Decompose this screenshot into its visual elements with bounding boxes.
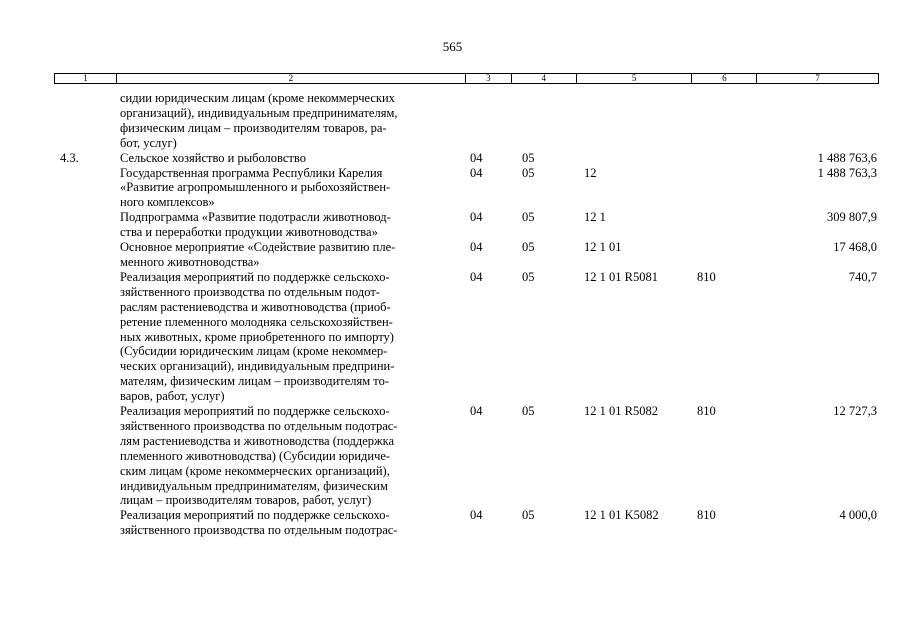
row-name-line: зяйственного производства по отдельным подотрас- [120,418,398,433]
row-name-line: Реализация мероприятий по поддержке сельскохо- [120,404,390,419]
header-col-7: 7 [815,73,820,83]
row-section: 04 [470,165,483,180]
table-header [54,73,879,84]
row-expense-type: 810 [697,269,716,284]
row-name-line: (Субсидии юридическим лицам (кроме некоммер- [120,344,388,359]
header-col-6: 6 [692,74,757,83]
table-row [54,210,879,240]
row-name-line: «Развитие агропромышленного и рыбохозяйствен- [120,180,391,195]
row-section: 04 [470,508,483,523]
row-name-line: ных животных, кроме приобретенного по импорту) [120,329,394,344]
row-name-line: бот, услуг) [120,135,177,150]
row-name [116,151,466,166]
row-amount: 17 468,0 [833,240,877,255]
row-subsection: 05 [522,165,535,180]
row-name-line: менного животноводства» [120,254,260,269]
row-name-line: Подпрограмма «Развитие подотрасли животновод- [120,210,391,225]
row-amount: 12 727,3 [833,404,877,419]
row-name-line: племенного животноводства) (Субсидии юридиче- [120,448,391,463]
row-name-line: организаций), индивидуальным предпринимателям, [120,105,398,120]
row-name [116,240,466,270]
row-target-article: 12 1 [584,210,606,225]
row-target-article: 12 1 01 R5081 [584,269,658,284]
header-col-4: 4 [512,74,577,83]
row-amount: 309 807,9 [827,210,877,225]
row-name-line: лицам – производителям товаров, работ, услуг) [120,493,372,508]
row-target-article: 12 1 01 [584,240,622,255]
table-body [54,91,879,538]
row-name-line: варов, работ, услуг) [120,389,225,404]
table-row [54,270,879,404]
row-name-line: Сельское хозяйство и рыболовство [120,150,306,165]
row-amount: 740,7 [848,269,877,284]
row-subsection: 05 [522,150,535,165]
row-name [116,210,466,240]
row-name-line: индивидуальным предпринимателям, физическим [120,478,388,493]
row-section: 04 [470,240,483,255]
row-name-line: Основное мероприятие «Содействие развитию пле- [120,240,396,255]
row-name [116,270,466,404]
row-name-line: зяйственного производства по отдельным подотрас- [120,523,398,538]
row-subsection: 05 [522,508,535,523]
row-name-line: зяйственного производства по отдельным подот- [120,284,380,299]
row-expense-type: 810 [697,508,716,523]
header-col-2: 2 [117,74,466,83]
row-name [116,508,466,538]
table-row [54,240,879,270]
row-amount: 1 488 763,3 [817,165,877,180]
row-name-line: сидии юридическим лицам (кроме некоммерческих [120,91,395,105]
table-row [54,151,879,166]
row-section: 04 [470,210,483,225]
row-target-article: 12 1 01 K5082 [584,508,659,523]
row-number: 4.3. [60,150,79,165]
row-name-line: ретение племенного молодняка сельскохозяйствен- [120,314,393,329]
row-subsection: 05 [522,269,535,284]
row-name-line: Реализация мероприятий по поддержке сельскохо- [120,269,390,284]
row-name-line: физическим лицам – производителям товаров, ра- [120,120,387,135]
row-section: 04 [470,404,483,419]
table-row [54,508,879,538]
row-name [116,404,466,508]
row-target-article: 12 [584,165,597,180]
row-section: 04 [470,269,483,284]
row-name [116,91,466,151]
row-name-line: раслям растениеводства и животноводства (приоб- [120,299,391,314]
header-col-1: 1 [55,74,117,83]
row-name-line: Государственная программа Республики Карелия [120,165,383,180]
row-subsection: 05 [522,240,535,255]
table-row [54,166,879,211]
row-subsection: 05 [522,210,535,225]
row-name-line: ства и переработки продукции животноводства» [120,225,378,240]
row-amount: 4 000,0 [839,508,877,523]
table-row [54,91,879,151]
row-target-article: 12 1 01 R5082 [584,404,658,419]
header-col-5: 5 [577,74,693,83]
row-name-line: Реализация мероприятий по поддержке сельскохо- [120,508,390,523]
row-amount: 1 488 763,6 [817,150,877,165]
row-name-line: ного комплексов» [120,195,215,210]
row-name [116,166,466,211]
row-name-line: ческих организаций), индивидуальным предприни- [120,359,395,374]
row-section: 04 [470,150,483,165]
page-number: 565 [442,39,463,54]
row-name-line: мателям, физическим лицам – производителям то- [120,374,390,389]
row-subsection: 05 [522,404,535,419]
row-name-line: лям растениеводства и животноводства (поддержка [120,433,395,448]
row-expense-type: 810 [697,404,716,419]
header-col-3: 3 [466,74,512,83]
table-row [54,404,879,508]
row-name-line: ским лицам (кроме некоммерческих организаций), [120,463,390,478]
